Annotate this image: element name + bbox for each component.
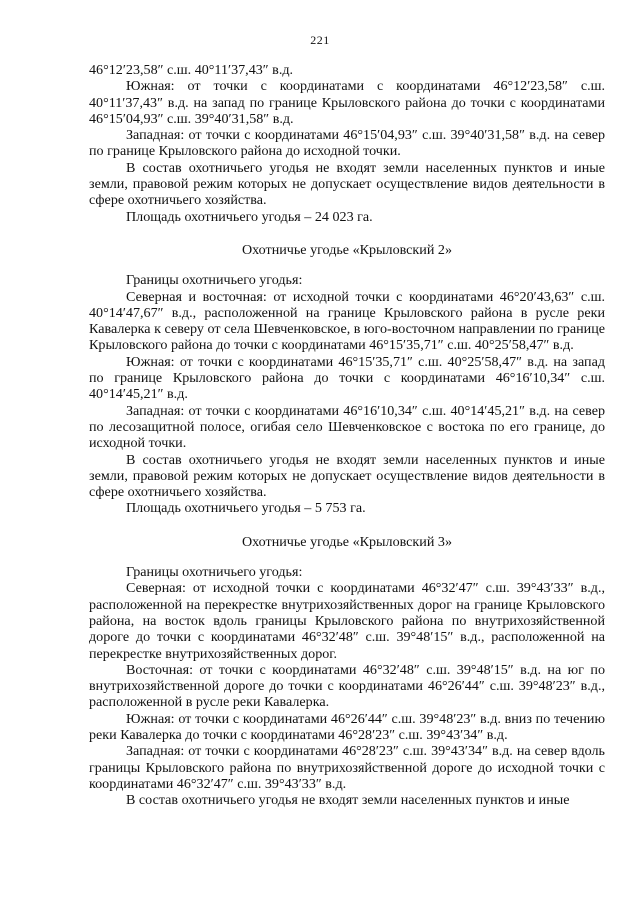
paragraph: Восточная: от точки с координатами 46°32′48″ с.ш. 39°48′15″ в.д. на юг по внутрихозяйственной дороге до точки с координатами 46°26′44″ с.ш. 39°48′23″ в.д., расположенной в русле реки Кавалерка. [89, 661, 605, 711]
paragraph: В состав охотничьего угодья не входят земли населенных пунктов и иные земли, правовой режим которых не допускает осуществление видов деятельности в сфере охотничьего хозяйства. [89, 159, 605, 209]
paragraph: Северная: от исходной точки с координатами 46°32′47″ с.ш. 39°43′33″ в.д., расположенной на перекрестке внутрихозяйственных дорог на границе Крыловского района, на восток вдоль границы Крыловского района по внутрихозяйственной дороге до точки с координатами 46°32′48″ с.ш. 39°48′15″ в.д., расположенной на перекрестке внутрихозяйственных дорог. [89, 580, 605, 662]
paragraph: Южная: от точки с координатами с координатами 46°12′23,58″ с.ш. 40°11′37,43″ в.д. на запад по границе Крыловского района до точки с координатами 46°15′04,93″ с.ш. 39°40′31,58″ в.д. [89, 78, 605, 127]
paragraph: Границы охотничьего угодья: [126, 564, 303, 581]
paragraph: Западная: от точки с координатами 46°28′23″ с.ш. 39°43′34″ в.д. на север вдоль границы Крыловского района по внутрихозяйственной дороге до исходной точки с координатами 46°32′47″ с.ш. 39°43′33″ в.д. [89, 743, 605, 792]
section-heading: Охотничье угодье «Крыловский 2» [241, 241, 452, 258]
area-statement: Площадь охотничьего угодья – 24 023 га. [126, 208, 373, 225]
area-statement: Площадь охотничьего угодья – 5 753 га. [126, 500, 366, 517]
paragraph: В состав охотничьего угодья не входят земли населенных пунктов и иные земли, правовой режим которых не допускает осуществление видов деятельности в сфере охотничьего хозяйства. [89, 451, 605, 501]
paragraph: Западная: от точки с координатами 46°16′10,34″ с.ш. 40°14′45,21″ в.д. на север по лесозащитной полосе, огибая село Шевченковское с востока по его границе, до исходной точки. [89, 402, 605, 452]
paragraph: Границы охотничьего угодья: [126, 272, 303, 289]
paragraph: Западная: от точки с координатами 46°15′04,93″ с.ш. 39°40′31,58″ в.д. на север по границе Крыловского района до исходной точки. [89, 127, 605, 160]
paragraph: В состав охотничьего угодья не входят земли населенных пунктов и иные [126, 792, 570, 809]
document-body [89, 62, 605, 808]
paragraph: Южная: от точки с координатами 46°26′44″ с.ш. 39°48′23″ в.д. вниз по течению реки Кавалерка до точки с координатами 46°28′23″ с.ш. 39°43′34″ в.д. [89, 710, 605, 743]
paragraph: Южная: от точки с координатами 46°15′35,71″ с.ш. 40°25′58,47″ в.д. на запад по границе Крыловского района до точки с координатами 46°16′10,34″ с.ш. 40°14′45,21″ в.д. [89, 353, 605, 403]
page-number: 221 [310, 33, 330, 47]
paragraph: 46°12′23,58″ с.ш. 40°11′37,43″ в.д. [89, 62, 294, 78]
paragraph: Северная и восточная: от исходной точки с координатами 46°20′43,63″ с.ш. 40°14′47,67″ в.д., расположенной на границе Крыловского района в русле реки Кавалерка к северу от села Шевченковское, в юго-восточном направлении по границе Крыловского района до точки с координатами 46°15′35,71″ с.ш. 40°25′58,47″ в.д. [89, 288, 605, 354]
section-heading: Охотничье угодье «Крыловский 3» [241, 533, 452, 550]
